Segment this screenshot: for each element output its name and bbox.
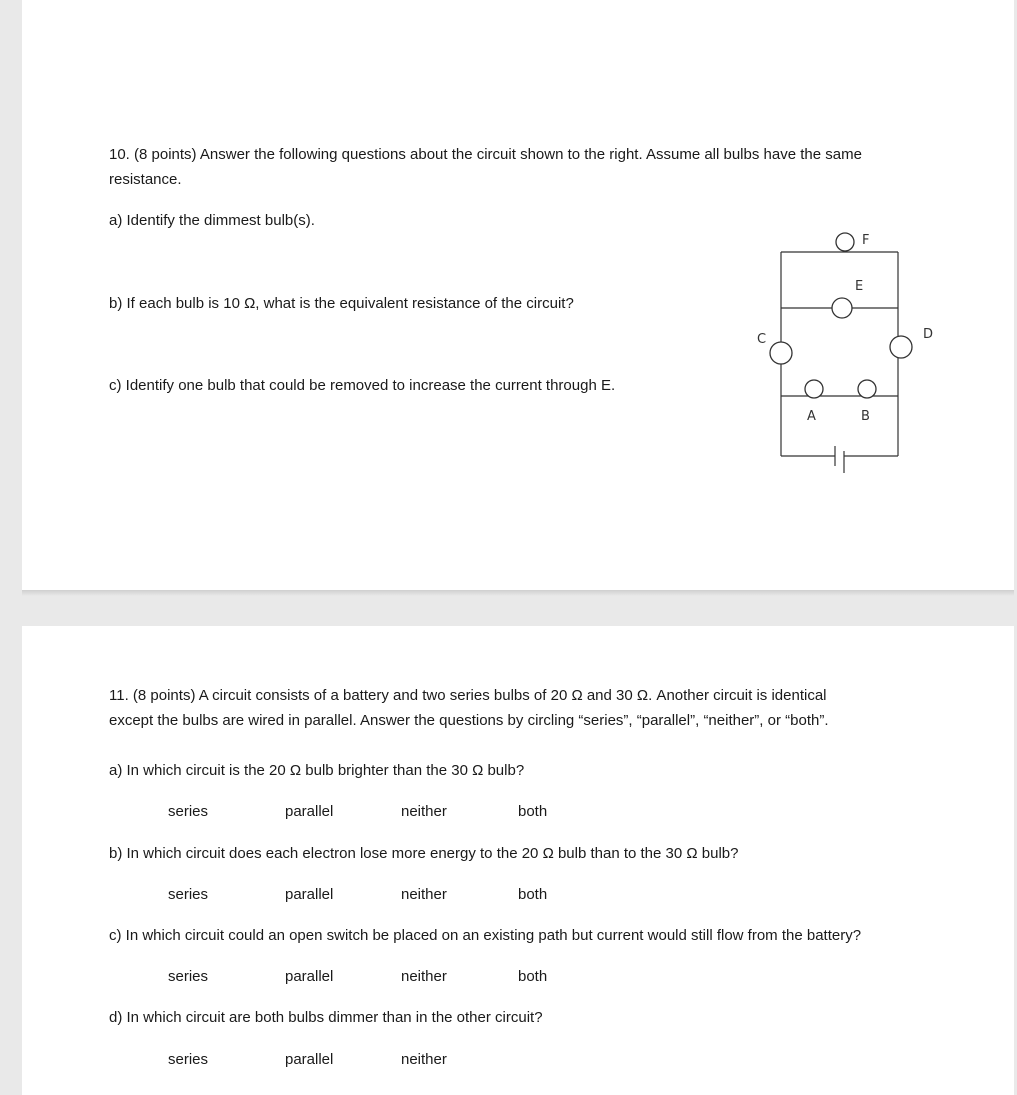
q11-header: 11. (8 points) A circuit consists of a battery and two series bulbs of 20 Ω and 30 Ω. Another circuit is identical	[109, 687, 827, 704]
q11-question-c: c) In which circuit could an open switch be placed on an existing path but current would still flow from the battery?	[109, 927, 862, 944]
q10-header: 10. (8 points) Answer the following questions about the circuit shown to the right. Assume all bulbs have the same	[109, 146, 862, 163]
q11c-choice-parallel[interactable]: parallel	[285, 968, 334, 985]
q11c-choice-neither[interactable]: neither	[401, 968, 447, 985]
label-a: A	[807, 409, 816, 424]
q11b-choice-neither[interactable]: neither	[401, 886, 447, 903]
q11a-choice-both[interactable]: both	[518, 803, 548, 820]
q11c-choice-series[interactable]: series	[168, 968, 209, 985]
bulb-d	[890, 336, 912, 358]
bulb-c	[770, 342, 792, 364]
circuit-diagram	[745, 222, 945, 480]
q11d-choice-parallel[interactable]: parallel	[285, 1051, 334, 1068]
q11a-choice-neither[interactable]: neither	[401, 803, 447, 820]
q11-question-b: b) In which circuit does each electron lose more energy to the 20 Ω bulb than to the 30 Ω bulb?	[109, 845, 739, 862]
q11b-choice-series[interactable]: series	[168, 886, 209, 903]
bulb-a	[805, 380, 823, 398]
q11-question-d: d) In which circuit are both bulbs dimmer than in the other circuit?	[109, 1009, 543, 1026]
q11-header-cont: except the bulbs are wired in parallel. Answer the questions by circling “series”, “parallel”, “neither”, or “both”.	[109, 712, 829, 729]
label-c: C	[757, 332, 767, 347]
bulb-f	[836, 233, 854, 251]
q11a-choice-parallel[interactable]: parallel	[285, 803, 334, 820]
label-e: E	[855, 279, 864, 294]
q10-part-c: c) Identify one bulb that could be removed to increase the current through E.	[109, 377, 616, 394]
q11d-choice-series[interactable]: series	[168, 1051, 209, 1068]
label-d: D	[923, 327, 934, 342]
q11d-choice-neither[interactable]: neither	[401, 1051, 447, 1068]
q10-part-b: b) If each bulb is 10 Ω, what is the equivalent resistance of the circuit?	[109, 295, 574, 312]
q11b-choice-parallel[interactable]: parallel	[285, 886, 334, 903]
bulb-b	[858, 380, 876, 398]
q11-question-a: a) In which circuit is the 20 Ω bulb brighter than the 30 Ω bulb?	[109, 762, 525, 779]
q11c-choice-both[interactable]: both	[518, 968, 548, 985]
q11a-choice-series[interactable]: series	[168, 803, 209, 820]
label-f: F	[862, 233, 870, 248]
bulb-e	[832, 298, 852, 318]
q10-part-a: a) Identify the dimmest bulb(s).	[109, 212, 315, 229]
label-b: B	[861, 409, 870, 424]
q10-header-cont: resistance.	[109, 171, 182, 188]
page-separator	[22, 590, 1014, 596]
q11b-choice-both[interactable]: both	[518, 886, 548, 903]
